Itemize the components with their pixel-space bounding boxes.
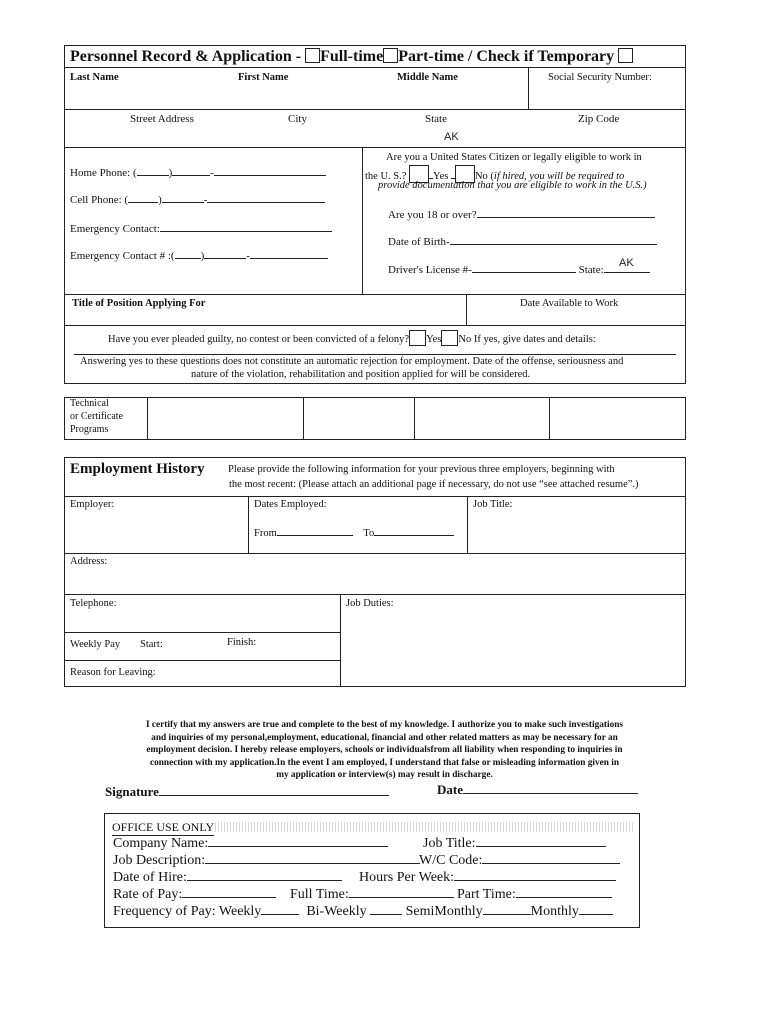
license-field[interactable] bbox=[388, 263, 650, 276]
address-label: Address: bbox=[70, 556, 108, 567]
technical-col-3 bbox=[414, 397, 415, 440]
technical-col-1 bbox=[147, 397, 148, 440]
from-label: From bbox=[254, 528, 277, 539]
state-label: State bbox=[425, 113, 447, 125]
certification-line-1: I certify that my answers are true and complete to the best of my knowledge. I authorize you to make such investigations bbox=[145, 720, 624, 730]
age-label: Are you 18 or over? bbox=[388, 209, 477, 221]
monthly-label: Monthly bbox=[530, 904, 579, 919]
name-row-bottom bbox=[64, 109, 686, 110]
last-name-label: Last Name bbox=[70, 72, 119, 83]
address-row-bottom bbox=[64, 147, 686, 148]
address-row-bottom bbox=[64, 594, 686, 595]
rate-of-pay-field[interactable] bbox=[113, 886, 276, 903]
home-phone-label: Home Phone: ( bbox=[70, 167, 137, 179]
date-field[interactable] bbox=[437, 782, 638, 798]
employment-header-bottom bbox=[64, 496, 686, 497]
dob-field[interactable] bbox=[388, 235, 657, 248]
felony-disclaimer-2: nature of the violation, rehabilitation and position applied for will be considered. bbox=[191, 369, 531, 380]
telephone-row-bottom bbox=[64, 632, 340, 633]
position-divider bbox=[466, 294, 467, 326]
job-title-label: Job Title: bbox=[473, 499, 513, 510]
eligibility-question: Are you a United States Citizen or legally eligible to work in bbox=[386, 152, 642, 163]
felony-disclaimer-1: Answering yes to these questions does not constitute an automatic rejection for employment. Date of the offense, seriousness and bbox=[80, 356, 624, 367]
temporary-label: Check if Temporary bbox=[476, 48, 615, 65]
job-duties-label: Job Duties: bbox=[346, 598, 394, 609]
emergency-number-field[interactable]: Emergency Contact # :( ) - bbox=[70, 249, 328, 262]
contact-divider bbox=[362, 147, 363, 294]
frequency-field[interactable] bbox=[113, 903, 613, 920]
pay-row-bottom bbox=[64, 660, 340, 661]
telephone-label: Telephone: bbox=[70, 598, 117, 609]
part-time-checkbox[interactable] bbox=[383, 48, 398, 63]
finish-label: Finish: bbox=[227, 637, 257, 648]
date-label: Date bbox=[437, 782, 463, 797]
company-name-label: Company Name: bbox=[113, 836, 209, 851]
cell-phone-field[interactable]: Cell Phone: ( ) - bbox=[70, 193, 325, 206]
felony-question: Have you ever pleaded guilty, no contest or been convicted of a felony? Yes No If yes, give dates and details: bbox=[108, 330, 596, 346]
certification-line-4: connection with my application.In the event I am employed, I understand that false or misleading information given in bbox=[149, 758, 620, 768]
technical-col-4 bbox=[549, 397, 550, 440]
semi-monthly-label: SemiMonthly bbox=[405, 904, 483, 919]
license-state-label: State: bbox=[578, 264, 604, 276]
employment-history-title: Employment History bbox=[70, 461, 205, 477]
temporary-checkbox[interactable] bbox=[618, 48, 633, 63]
felony-section-border bbox=[64, 326, 686, 384]
rate-of-pay-label: Rate of Pay: bbox=[113, 887, 183, 902]
certification-line-5: my application or interview(s) may result in discharge. bbox=[276, 770, 493, 780]
home-phone-field[interactable]: Home Phone: ( ) - bbox=[70, 166, 326, 179]
form-title-text: Personnel Record & Application - bbox=[70, 48, 302, 65]
city-label: City bbox=[288, 113, 307, 125]
bi-weekly-label: Bi-Weekly bbox=[306, 904, 367, 919]
form-title bbox=[70, 48, 633, 66]
part-time-field[interactable] bbox=[457, 886, 612, 903]
contact-row-bottom bbox=[64, 294, 686, 295]
full-time-label: Full-time bbox=[320, 48, 384, 65]
employer-label: Employer: bbox=[70, 499, 115, 510]
reason-for-leaving-label: Reason for Leaving: bbox=[70, 667, 156, 678]
position-title-label: Title of Position Applying For bbox=[72, 298, 206, 309]
scan-noise bbox=[215, 822, 635, 832]
job-title-divider bbox=[467, 496, 468, 553]
part-time-label: Part-time bbox=[398, 48, 464, 65]
dates-employed-label: Dates Employed: bbox=[254, 499, 327, 510]
employment-instructions-2: the most recent: (Please attach an additional page if necessary, do not use “see attached resume”.) bbox=[229, 479, 639, 490]
office-job-title-field[interactable] bbox=[423, 835, 606, 852]
employer-divider bbox=[248, 496, 249, 553]
weekly-pay-label: Weekly Pay bbox=[70, 639, 121, 650]
full-time-pay-label: Full Time: bbox=[290, 887, 349, 902]
technical-programs-table bbox=[64, 397, 686, 440]
cell-phone-label: Cell Phone: ( bbox=[70, 194, 129, 206]
start-label: Start: bbox=[140, 639, 163, 650]
first-name-label: First Name bbox=[238, 72, 289, 83]
dob-label: Date of Birth- bbox=[388, 236, 450, 248]
header-divider bbox=[64, 67, 686, 68]
eligibility-note: provide documentation that you are eligible to work in the U.S.) bbox=[378, 180, 647, 191]
company-name-field[interactable] bbox=[113, 835, 388, 852]
office-use-heading: OFFICE USE ONLY bbox=[112, 820, 215, 834]
part-time-pay-label: Part Time: bbox=[457, 887, 516, 902]
emergency-contact-field[interactable] bbox=[70, 222, 332, 235]
ssn-divider bbox=[528, 67, 529, 109]
technical-label-3: Programs bbox=[70, 424, 109, 435]
signature-field[interactable] bbox=[105, 784, 389, 800]
date-of-hire-label: Date of Hire: bbox=[113, 870, 187, 885]
street-address-label: Street Address bbox=[130, 113, 194, 125]
wc-code-label: W/C Code: bbox=[419, 853, 483, 868]
hours-per-week-label: Hours Per Week: bbox=[359, 870, 455, 885]
employer-row-bottom bbox=[64, 553, 686, 554]
certification-line-3: employment decision. I hereby release employers, schools or individualsfrom all liability when responding to inquiries in bbox=[146, 745, 623, 755]
title-separator: / bbox=[463, 48, 477, 65]
ssn-label: Social Security Number: bbox=[548, 72, 652, 83]
from-to-field[interactable] bbox=[254, 526, 454, 539]
zip-code-label: Zip Code bbox=[578, 113, 620, 125]
employment-history-section bbox=[64, 457, 686, 687]
eligibility-options: the U. S.? Yes No (if hired, you will be required to bbox=[365, 165, 624, 183]
full-time-checkbox[interactable] bbox=[305, 48, 320, 63]
wc-code-field[interactable] bbox=[419, 852, 620, 869]
job-duties-divider bbox=[340, 594, 341, 687]
license-state-value[interactable]: AK bbox=[619, 257, 634, 269]
age-field[interactable] bbox=[388, 208, 655, 221]
emergency-contact-label: Emergency Contact: bbox=[70, 223, 160, 235]
date-available-label: Date Available to Work bbox=[520, 298, 619, 309]
job-description-label: Job Description: bbox=[113, 853, 206, 868]
to-label: To bbox=[363, 528, 375, 539]
signature-label: Signature bbox=[105, 784, 159, 799]
technical-label-1: Technical bbox=[70, 398, 109, 409]
employment-instructions-1: Please provide the following information for your previous three employers, beginning with bbox=[228, 464, 615, 475]
technical-col-2 bbox=[303, 397, 304, 440]
hours-per-week-field[interactable] bbox=[359, 869, 616, 886]
middle-name-label: Middle Name bbox=[397, 72, 458, 83]
emergency-number-label: Emergency Contact # :( bbox=[70, 250, 175, 262]
job-description-field[interactable] bbox=[113, 852, 420, 869]
certification-line-2: and inquiries of my personal,employment, educational, financial and other related matters as may be necessary for an bbox=[151, 733, 618, 743]
license-label: Driver's License #- bbox=[388, 264, 472, 276]
state-value[interactable]: AK bbox=[444, 131, 459, 143]
technical-label-2: or Certificate bbox=[70, 411, 124, 422]
office-job-title-label: Job Title: bbox=[423, 836, 476, 851]
full-time-field[interactable] bbox=[290, 886, 454, 903]
date-of-hire-field[interactable] bbox=[113, 869, 342, 886]
frequency-label: Frequency of Pay: Weekly bbox=[113, 904, 262, 919]
